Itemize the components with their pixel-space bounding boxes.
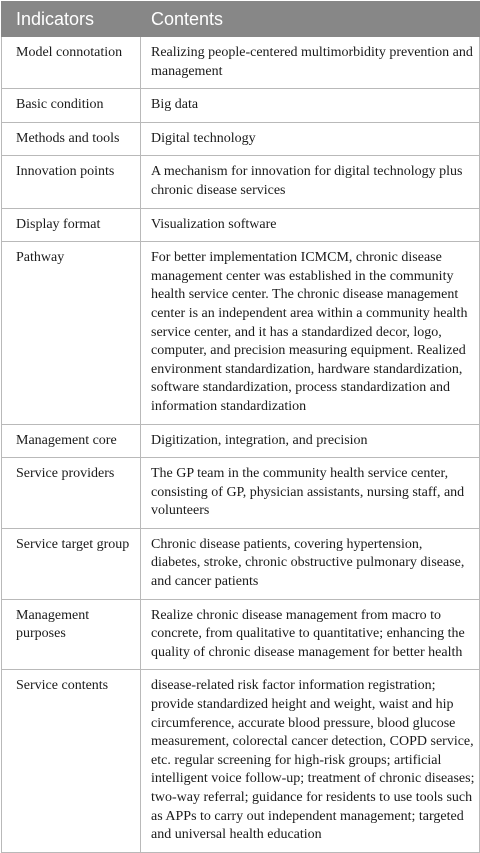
header-contents: Contents bbox=[141, 2, 480, 37]
content-cell: Realize chronic disease management from macro to concrete, from qualitative to quantitative; enhancing the quality of chronic disease management for better health bbox=[141, 599, 480, 670]
table-row bbox=[2, 208, 480, 242]
indicator-cell: Model connotation bbox=[2, 37, 141, 89]
indicator-cell: Methods and tools bbox=[2, 122, 141, 156]
table-row bbox=[2, 670, 480, 852]
table-header-row bbox=[2, 2, 480, 37]
indicators-table bbox=[1, 1, 480, 853]
indicator-cell: Basic condition bbox=[2, 89, 141, 123]
header-indicators: Indicators bbox=[2, 2, 141, 37]
content-cell: Visualization software bbox=[141, 208, 480, 242]
indicator-cell: Service contents bbox=[2, 670, 141, 852]
indicator-cell: Service providers bbox=[2, 458, 141, 529]
indicator-cell: Management purposes bbox=[2, 599, 141, 670]
table-row bbox=[2, 599, 480, 670]
table-row bbox=[2, 156, 480, 208]
content-cell: Digital technology bbox=[141, 122, 480, 156]
table-row bbox=[2, 424, 480, 458]
content-cell: The GP team in the community health service center, consisting of GP, physician assistants, nursing staff, and volunteers bbox=[141, 458, 480, 529]
content-cell: For better implementation ICMCM, chronic disease management center was established in the community health service center. The chronic disease management center is an independent area within a community health service center, and it has a standardized decor, logo, computer, and precision measuring equipment. Realized environment standardization, hardware standardization, software standardization, process standardization and information standardization bbox=[141, 242, 480, 424]
indicator-cell: Innovation points bbox=[2, 156, 141, 208]
indicator-cell: Pathway bbox=[2, 242, 141, 424]
indicator-cell: Display format bbox=[2, 208, 141, 242]
table-row bbox=[2, 122, 480, 156]
table-row bbox=[2, 242, 480, 424]
content-cell: disease-related risk factor information registration; provide standardized height and weight, waist and hip circumference, accurate blood pressure, blood glucose measurement, colorectal cancer detection, COPD service, etc. regular screening for high-risk groups; artificial intelligent voice follow-up; treatment of chronic diseases; two-way referral; guidance for residents to use tools such as APPs to carry out independent management; targeted and universal health education bbox=[141, 670, 480, 852]
content-cell: A mechanism for innovation for digital technology plus chronic disease services bbox=[141, 156, 480, 208]
table-row bbox=[2, 37, 480, 89]
content-cell: Chronic disease patients, covering hypertension, diabetes, stroke, chronic obstructive pulmonary disease, and cancer patients bbox=[141, 528, 480, 599]
table-row bbox=[2, 89, 480, 123]
content-cell: Realizing people-centered multimorbidity prevention and management bbox=[141, 37, 480, 89]
content-cell: Digitization, integration, and precision bbox=[141, 424, 480, 458]
table-row bbox=[2, 528, 480, 599]
content-cell: Big data bbox=[141, 89, 480, 123]
table-row bbox=[2, 458, 480, 529]
indicator-cell: Management core bbox=[2, 424, 141, 458]
indicator-cell: Service target group bbox=[2, 528, 141, 599]
